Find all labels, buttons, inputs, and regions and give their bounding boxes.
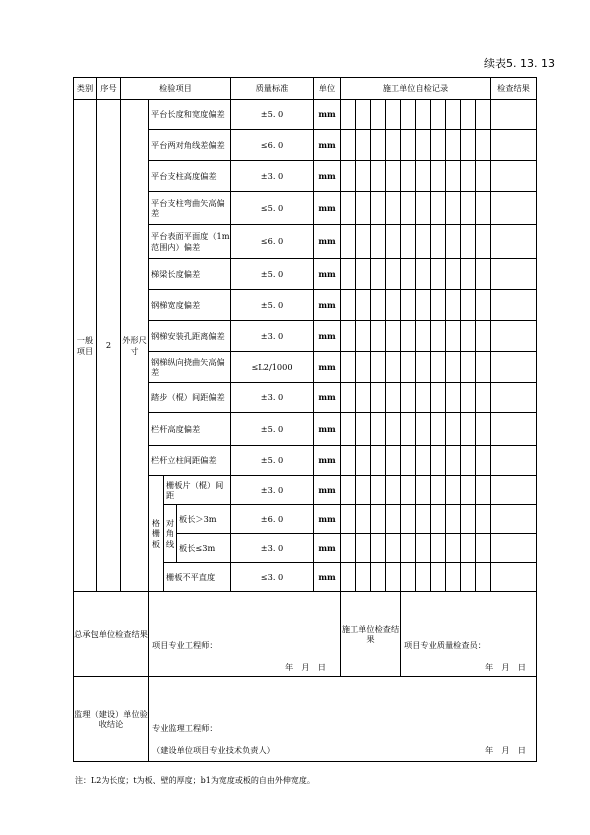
unit-cell: mm — [314, 352, 341, 383]
item-cell: 栅板片（棍）间距 — [164, 476, 231, 505]
unit-cell: mm — [314, 161, 341, 192]
footnote: 注：L2为长度；t为板、壁的厚度；b1为宽度或板的自由外伸宽度。 — [75, 776, 315, 785]
item-cell: 钢梯宽度偏差 — [149, 290, 231, 321]
grating-label-cell: 格栅板 — [149, 476, 164, 592]
unit-cell: mm — [314, 225, 341, 259]
supervision-engineer-label: 专业监理工程师： — [152, 723, 218, 733]
unit-cell: mm — [314, 130, 341, 161]
inspection-form-table — [73, 77, 537, 762]
unit-cell: mm — [314, 446, 341, 476]
contractor-sign-cell — [149, 592, 341, 677]
standard-cell: ≤6. 0 — [231, 130, 314, 161]
unit-cell: mm — [314, 505, 341, 534]
item-cell: 栅板不平直度 — [164, 563, 231, 592]
standard-cell: ≤6. 0 — [231, 225, 314, 259]
standard-cell: ≤L2/1000 — [231, 352, 314, 383]
item-cell: 平台两对角线差偏差 — [149, 130, 231, 161]
subgroup-cell: 外形尺寸 — [121, 100, 149, 592]
construction-sign-cell — [401, 592, 537, 677]
item-cell: 平台表面平面度（1m范围内）偏差 — [149, 225, 231, 259]
supervision-date: 年 月 日 — [485, 745, 526, 755]
standard-cell: ±3. 0 — [231, 321, 314, 352]
unit-cell: mm — [314, 192, 341, 225]
construction-date: 年 月 日 — [485, 662, 526, 672]
standard-cell: ≤3. 0 — [231, 563, 314, 592]
item-cell: 踏步（棍）间距偏差 — [149, 383, 231, 413]
header-self-check-record: 施工单位自检记录 — [341, 78, 491, 100]
supervision-sign-cell — [149, 677, 537, 762]
supervision-conclusion-label: 监理（建设）单位验收结论 — [74, 677, 149, 762]
header-quality-standard: 质量标准 — [231, 78, 314, 100]
item-cell: 平台长度和宽度偏差 — [149, 100, 231, 130]
standard-cell: ±3. 0 — [231, 534, 314, 563]
standard-cell: ±5. 0 — [231, 290, 314, 321]
table-row — [74, 100, 537, 130]
unit-cell: mm — [314, 476, 341, 505]
item-cell: 板长≤3m — [177, 534, 231, 563]
item-cell: 钢梯纵向挠曲矢高偏差 — [149, 352, 231, 383]
unit-cell: mm — [314, 321, 341, 352]
item-cell: 栏杆高度偏差 — [149, 413, 231, 446]
page-reference: 续表5. 13. 13 — [484, 57, 555, 70]
item-cell: 栏杆立柱间距偏差 — [149, 446, 231, 476]
unit-cell: mm — [314, 259, 341, 290]
standard-cell: ±3. 0 — [231, 383, 314, 413]
construction-check-label: 施工单位检查结果 — [341, 592, 401, 677]
unit-cell: mm — [314, 563, 341, 592]
unit-cell: mm — [314, 534, 341, 563]
standard-cell: ±6. 0 — [231, 505, 314, 534]
header-seq: 序号 — [97, 78, 121, 100]
owner-tech-lead-label: （建设单位项目专业技术负责人） — [152, 745, 275, 755]
item-cell: 平台支柱弯曲矢高偏差 — [149, 192, 231, 225]
unit-cell: mm — [314, 290, 341, 321]
contractor-check-label: 总承包单位检查结果 — [74, 592, 149, 677]
contractor-engineer-label: 项目专业工程师： — [152, 640, 218, 650]
standard-cell: ±5. 0 — [231, 413, 314, 446]
standard-cell: ±5. 0 — [231, 100, 314, 130]
item-cell: 钢梯安装孔距离偏差 — [149, 321, 231, 352]
header-check-result: 检查结果 — [491, 78, 537, 100]
item-cell: 梯梁长度偏差 — [149, 259, 231, 290]
standard-cell: ±3. 0 — [231, 476, 314, 505]
signature-row-contractor — [74, 592, 537, 677]
unit-cell: mm — [314, 383, 341, 413]
standard-cell: ±5. 0 — [231, 259, 314, 290]
standard-cell: ≤5. 0 — [231, 192, 314, 225]
standard-cell: ±3. 0 — [231, 161, 314, 192]
seq-cell: 2 — [97, 100, 121, 592]
signature-row-supervision — [74, 677, 537, 762]
standard-cell: ±5. 0 — [231, 446, 314, 476]
quality-inspector-label: 项目专业质量检查员： — [404, 640, 486, 650]
category-cell: 一般项目 — [74, 100, 97, 592]
diagonal-label-cell: 对角线 — [164, 505, 177, 563]
item-cell: 板长＞3m — [177, 505, 231, 534]
item-cell: 平台支柱高度偏差 — [149, 161, 231, 192]
header-unit: 单位 — [314, 78, 341, 100]
header-inspection-item: 检验项目 — [121, 78, 231, 100]
header-category: 类别 — [74, 78, 97, 100]
contractor-date: 年 月 日 — [285, 662, 326, 672]
unit-cell: mm — [314, 100, 341, 130]
unit-cell: mm — [314, 413, 341, 446]
header-row — [74, 78, 537, 100]
